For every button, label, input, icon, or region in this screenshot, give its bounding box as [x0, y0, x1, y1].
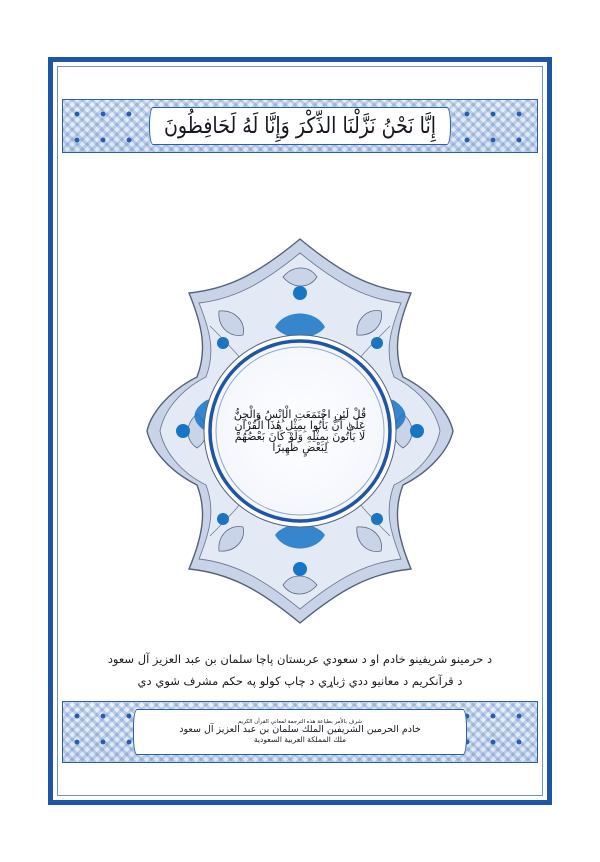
- credit-block: [62, 649, 538, 693]
- colophon-line-3: ملك المملكة العربية السعودية: [253, 735, 347, 745]
- bottom-ornament-band: [62, 701, 538, 763]
- colophon-line-2: خادم الحرمين الشريفين الملك سلمان بن عبد العزيز آل سعود: [179, 724, 421, 736]
- colophon-line-1: شرف بالأمر بطباعة هذه الترجمة لمعاني القرآن الكريم: [238, 719, 362, 726]
- hifz-verse-calligraphy: إِنَّا نَحْنُ نَزَّلْنَا الذِّكْرَ وَإِنَّا لَهُ لَحَافِظُونَ: [163, 113, 437, 139]
- bottom-cartouche: [133, 709, 467, 755]
- page-content-area: [62, 71, 538, 791]
- credit-line-2: د قرآنکريم د معانيو ددي ژباړي د چاپ کولو په حکم مشرف شوي دي: [137, 673, 463, 688]
- top-cartouche: [149, 107, 451, 145]
- medallion-ayah-text: قُلْ لَئِنِ اجْتَمَعَتِ الْإِنْسُ وَالْجِنُّ عَلَىٰ أَنْ يَأْتُوا بِمِثْلِ هَٰذَا الْقُرْآنِ لَا يَأْتُونَ بِمِثْلِهِ وَلَوْ كَانَ بَعْضُهُمْ لِبَعْضٍ ظَهِيرًا: [233, 408, 367, 454]
- top-ornament-band: [62, 99, 538, 153]
- credit-line-1: د حرمينو شريفينو خادم او د سعودي عربستان پاچا سلمان بن عبد العزيز آل سعود: [107, 652, 493, 666]
- central-medallion: [135, 231, 465, 631]
